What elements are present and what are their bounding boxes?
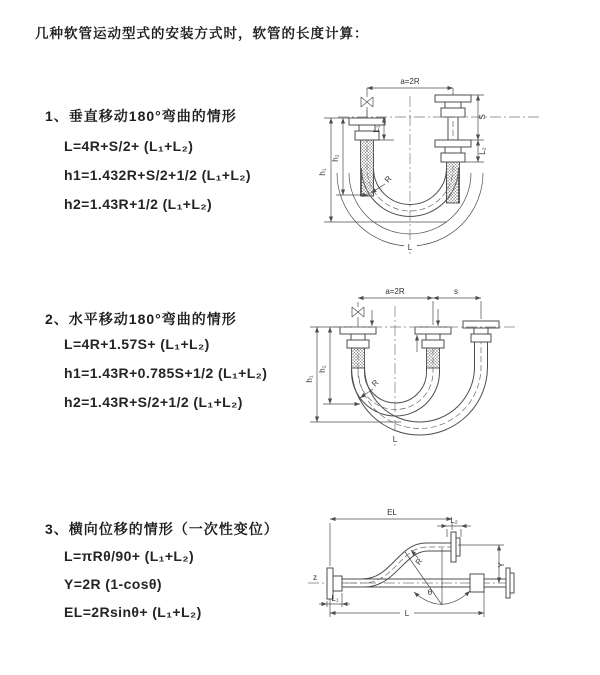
- section-2-heading: 2、水平移动180°弯曲的情形: [45, 311, 237, 327]
- dim-label-a2r: a=2R: [385, 287, 405, 296]
- dim-label-s: s: [454, 287, 458, 296]
- formula-s1-h2: h2=1.43R+1/2 (L₁+L₂): [64, 196, 213, 212]
- dimension-el: [330, 508, 452, 566]
- dim-label-h2: h₂: [318, 365, 327, 373]
- dim-label-y: Y: [497, 562, 506, 568]
- dim-label-a2r: a=2R: [400, 77, 420, 86]
- formula-s1-h1: h1=1.432R+S/2+1/2 (L₁+L₂): [64, 167, 251, 183]
- formula-s1-l: L=4R+S/2+ (L₁+L₂): [64, 138, 194, 154]
- dimension-l: [330, 592, 484, 618]
- dim-label-l-total: L: [404, 609, 410, 618]
- middle-pipe-fitting: [415, 327, 451, 368]
- diagram-vertical-180-bend: [310, 70, 570, 260]
- formula-s2-l: L=4R+1.57S+ (L₁+L₂): [64, 336, 210, 352]
- s-curve-hose-displaced: [342, 543, 451, 587]
- dim-label-l-total: L: [392, 435, 398, 444]
- dim-label-r: R: [370, 378, 381, 389]
- dim-label-r: R: [382, 174, 394, 185]
- dimension-l1: [319, 593, 350, 607]
- valve-icon: [352, 307, 364, 327]
- centerline-mark: z: [313, 573, 317, 582]
- dim-label-l1: L₁: [331, 594, 339, 603]
- dim-label-s: S: [478, 114, 487, 120]
- dim-label-l1: L₁: [372, 125, 381, 133]
- dim-label-h2: h₂: [331, 154, 340, 162]
- hose-braid-hatch: [352, 348, 365, 368]
- dim-label-r: R: [413, 556, 425, 567]
- radius-callout: [360, 378, 381, 398]
- dimension-s: [433, 287, 481, 298]
- dim-label-h1: h₁: [305, 375, 314, 383]
- angle-construction: [405, 548, 470, 605]
- page-title: 几种软管运动型式的安装方式时，软管的长度计算：: [35, 26, 369, 41]
- diagram-horizontal-180-bend: [305, 282, 585, 454]
- hose-braid-hatch: [447, 162, 460, 203]
- formula-s3-l: L=πRθ/90+ (L₁+L₂): [64, 548, 195, 564]
- hose-braid-hatch: [361, 140, 374, 196]
- section-3-heading: 3、横向位移的情形（一次性变位）: [45, 521, 279, 537]
- dim-label-h1: h₁: [318, 168, 327, 176]
- left-pipe-fitting: [340, 327, 376, 368]
- formula-s2-h1: h1=1.43R+0.785S+1/2 (L₁+L₂): [64, 365, 268, 381]
- dimension-a2r: [358, 287, 481, 325]
- section-1-heading: 1、垂直移动180°弯曲的情形: [45, 108, 237, 124]
- angle-label-theta: θ: [427, 588, 433, 597]
- upper-right-flange-fitting: [451, 532, 460, 562]
- formula-s2-h2: h2=1.43R+S/2+1/2 (L₁+L₂): [64, 394, 243, 410]
- formula-s3-y: Y=2R (1-cosθ): [64, 576, 162, 592]
- dim-label-l-total: L: [407, 243, 413, 252]
- dim-label-l2: L₂: [450, 516, 458, 525]
- right-pipe-fitting: [435, 95, 471, 203]
- hose-u-bend-moved: [352, 340, 488, 435]
- valve-icon: [361, 97, 373, 118]
- dim-label-el: EL: [387, 508, 397, 517]
- diagram-lateral-displacement: [300, 495, 585, 655]
- hose-braid-hatch: [427, 348, 440, 368]
- dimension-h1: [318, 118, 447, 222]
- formula-s3-el: EL=2Rsinθ+ (L₁+L₂): [64, 604, 202, 620]
- dimension-a2r: [367, 77, 453, 97]
- dim-label-l2: L₂: [478, 147, 487, 155]
